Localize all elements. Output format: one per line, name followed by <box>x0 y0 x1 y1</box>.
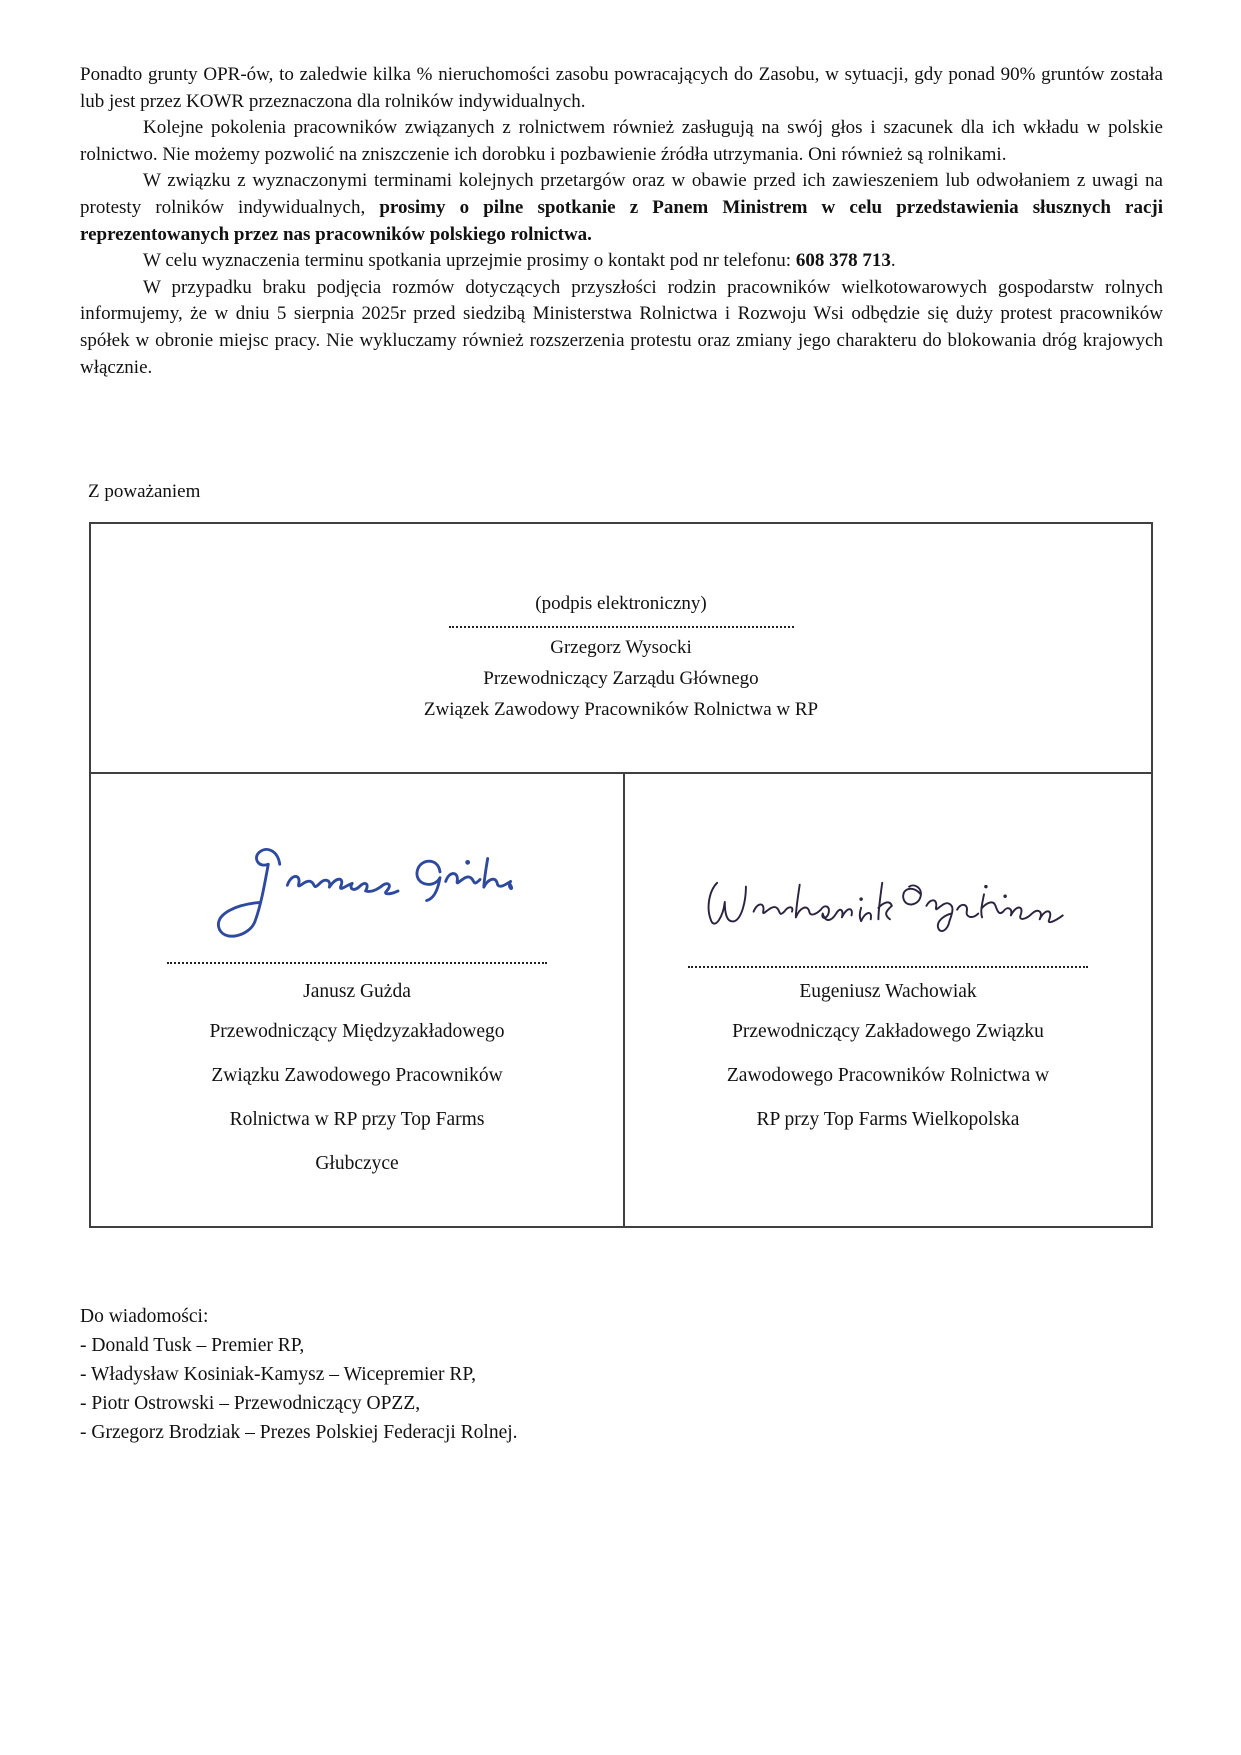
signer-name: Grzegorz Wysocki <box>550 636 692 658</box>
signature-cell-right <box>625 774 1151 1226</box>
paragraph-text: W celu wyznaczenia terminu spotkania uprzejmie prosimy o kontakt pod nr telefonu: <box>143 250 796 272</box>
cc-item: - Władysław Kosiniak-Kamysz – Wicepremier RP, <box>80 1363 476 1385</box>
signature-cell-left <box>91 774 625 1226</box>
cc-item: - Piotr Ostrowski – Przewodniczący OPZZ, <box>80 1392 421 1414</box>
closing-salutation: Z poważaniem <box>88 481 201 503</box>
cc-item: - Donald Tusk – Premier RP, <box>80 1334 305 1356</box>
signer-title-line: Głubczyce <box>315 1152 399 1174</box>
signer-title-line: RP przy Top Farms Wielkopolska <box>756 1108 1020 1130</box>
signature-cell-main <box>91 524 1151 774</box>
cc-item: - Grzegorz Brodziak – Prezes Polskiej Federacji Rolnej. <box>80 1421 518 1443</box>
paragraph-meeting-request <box>80 168 1163 248</box>
signature-dotted-line <box>167 962 547 964</box>
signature-dotted-line <box>688 966 1088 968</box>
signature-table-bottom-row <box>91 774 1151 1226</box>
paragraph-generations <box>80 115 1163 168</box>
signer-title-line: Przewodniczący Zakładowego Związku <box>732 1020 1044 1042</box>
paragraph-text: W związku z wyznaczonymi terminami kolejnych przetargów oraz w obawie przed ich zawieszeniem lub odwołaniem z uwagi na protesty rolników indywidualnych, <box>80 170 1163 218</box>
electronic-signature-note: (podpis elektroniczny) <box>535 592 707 614</box>
phone-number: 608 378 713 <box>795 250 891 272</box>
paragraph-text-end: . <box>890 250 896 272</box>
signer-name: Janusz Gużda <box>303 980 411 1002</box>
handwritten-signature-icon <box>197 828 517 952</box>
paragraph-text: W przypadku braku podjęcia rozmów dotyczących przyszłości rodzin pracowników wielkotowarowych gospodarstw rolnych informujemy, że w dniu 5 sierpnia 2025r przed siedzibą Ministerstwa Rolnictwa i Rozwoju Wsi odbędzie się duży protest pracowników spółek w obronie miejsc pracy. Nie wykluczamy również rozszerzenia protestu oraz zmiany jego charakteru do blokowania dróg krajowych włącznie. <box>80 276 1163 378</box>
signer-name: Eugeniusz Wachowiak <box>799 980 977 1002</box>
handwritten-signature-icon <box>688 854 1088 950</box>
paragraph-contact <box>80 248 1163 275</box>
cc-heading: Do wiadomości: <box>80 1305 209 1327</box>
paragraph-text: Kolejne pokolenia pracowników związanych z rolnictwem również zasługują na swój głos i szacunek dla ich wkładu w polskie rolnictwo. Nie możemy pozwolić na zniszczenie ich dorobku i pozbawienie źródła utrzymania. Oni również są rolnikami. <box>80 117 1163 165</box>
signer-title: Przewodniczący Zarządu Głównego <box>483 667 759 689</box>
meeting-request-bold: prosimy o pilne spotkanie z Panem Ministrem w celu przedstawienia słusznych racji reprezentowanych przez nas pracowników polskiego rolnictwa. <box>80 196 1163 245</box>
signer-title-line: Rolnictwa w RP przy Top Farms <box>229 1108 485 1130</box>
paragraph-protest-warning <box>80 275 1163 381</box>
signer-title-line: Związku Zawodowego Pracowników <box>211 1064 503 1086</box>
signature-dotted-line <box>449 626 794 628</box>
signer-title-line: Zawodowego Pracowników Rolnictwa w <box>726 1064 1050 1086</box>
paragraph-text: Ponadto grunty OPR-ów, to zaledwie kilka % nieruchomości zasobu powracających do Zasobu, w sytuacji, gdy ponad 90% gruntów została lub jest przez KOWR przeznaczona dla rolników indywidualnych. <box>80 64 1163 112</box>
paragraph-opr-grounds <box>80 62 1163 115</box>
signer-title-line: Przewodniczący Międzyzakładowego <box>209 1020 505 1042</box>
signer-organization: Związek Zawodowy Pracowników Rolnictwa w RP <box>423 698 819 720</box>
signature-table <box>89 522 1153 1228</box>
cc-section <box>80 1302 1163 1447</box>
